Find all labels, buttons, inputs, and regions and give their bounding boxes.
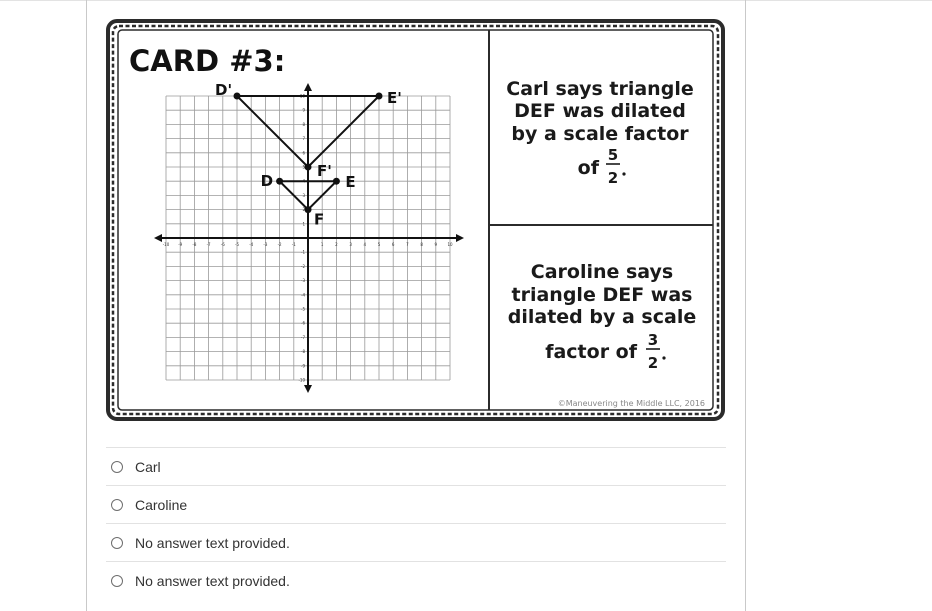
option-4[interactable] (106, 561, 726, 599)
x-tick-label: 6 (391, 242, 395, 247)
carl-period (622, 172, 625, 175)
point-d (276, 178, 283, 185)
x-tick-label: -1 (291, 242, 296, 247)
caroline-factor-of-label: factor of (545, 341, 637, 363)
point-d-prime (234, 93, 241, 100)
y-tick-label: -8 (301, 349, 305, 355)
x-tick-label: 1 (320, 242, 324, 247)
y-tick-label: -7 (301, 334, 305, 340)
caroline-line-2: triangle DEF was (511, 284, 693, 306)
option-3[interactable] (106, 523, 726, 561)
carl-of-label: of (577, 157, 599, 179)
caroline-period (662, 356, 665, 359)
answer-options (106, 447, 726, 599)
carl-line-1: Carl says triangle (506, 78, 694, 100)
x-tick-label: -8 (192, 242, 197, 247)
x-tick-label: -5 (235, 242, 239, 247)
y-tick-label: -2 (301, 263, 305, 269)
x-tick-label: -4 (249, 242, 254, 247)
carl-fraction-numerator: 5 (607, 146, 619, 164)
y-tick-label: 2 (302, 207, 305, 213)
y-tick-label: -4 (301, 292, 305, 298)
x-tick-label: -2 (277, 242, 282, 247)
option-carl[interactable] (106, 447, 726, 485)
point-e (333, 178, 340, 185)
option-caroline[interactable] (106, 485, 726, 523)
question-card-image (106, 19, 725, 421)
y-tick-label: -9 (301, 363, 305, 369)
radio-button[interactable] (111, 537, 123, 549)
y-tick-label: -1 (301, 249, 305, 255)
caroline-line-3: dilated by a scale (507, 306, 697, 328)
point-f (305, 206, 312, 213)
x-tick-label: 9 (434, 242, 438, 247)
x-tick-label: 2 (335, 242, 338, 247)
radio-button[interactable] (111, 499, 123, 511)
carl-fraction-denominator: 2 (607, 169, 619, 187)
y-tick-label: 9 (302, 107, 305, 113)
point-f-prime (305, 164, 312, 171)
x-tick-label: 3 (349, 242, 352, 247)
y-tick-label: -10 (298, 377, 305, 383)
y-tick-label: -5 (301, 306, 305, 312)
x-tick-label: -10 (162, 242, 170, 247)
point-label-e-prime: E' (387, 89, 402, 107)
option-label: Caroline (135, 496, 188, 513)
x-tick-label: -6 (220, 242, 225, 247)
x-tick-label: 5 (377, 242, 381, 247)
point-label-e: E (345, 173, 356, 192)
x-tick-label: -3 (263, 242, 268, 247)
y-tick-label: 3 (302, 192, 305, 198)
x-tick-label: 7 (406, 242, 409, 247)
y-tick-label: -6 (301, 320, 305, 326)
option-label: Carl (135, 458, 161, 475)
y-tick-label: 6 (302, 150, 305, 156)
point-label-f-prime: F' (317, 162, 332, 180)
x-tick-label: 4 (363, 242, 367, 247)
caroline-line-1: Caroline says (530, 261, 674, 283)
x-tick-label: 8 (420, 242, 423, 247)
radio-button[interactable] (111, 461, 123, 473)
option-label: No answer text provided. (135, 572, 290, 589)
point-label-f: F (314, 210, 325, 229)
point-label-d: D (260, 172, 274, 191)
x-tick-label: -7 (206, 242, 211, 247)
x-tick-label: 10 (447, 242, 453, 247)
y-tick-label: 4 (302, 178, 305, 184)
option-label: No answer text provided. (135, 534, 290, 551)
y-tick-label: 10 (299, 93, 305, 99)
y-tick-label: 8 (302, 121, 305, 127)
card-title: CARD #3: (129, 44, 286, 78)
x-tick-label: -9 (178, 242, 183, 247)
point-label-d-prime: D' (215, 81, 233, 99)
caroline-fraction-numerator: 3 (647, 331, 659, 349)
copyright-text: ©Maneuvering the Middle LLC, 2016 (557, 399, 705, 408)
y-tick-label: 5 (302, 164, 305, 170)
point-e-prime (376, 93, 383, 100)
y-tick-label: 1 (302, 221, 305, 227)
radio-button[interactable] (111, 575, 123, 587)
y-tick-label: 7 (302, 136, 305, 142)
caroline-fraction-denominator: 2 (647, 354, 659, 372)
carl-line-2: DEF was dilated (514, 100, 686, 122)
carl-line-3: by a scale factor (511, 123, 689, 145)
y-tick-label: -3 (301, 278, 305, 284)
